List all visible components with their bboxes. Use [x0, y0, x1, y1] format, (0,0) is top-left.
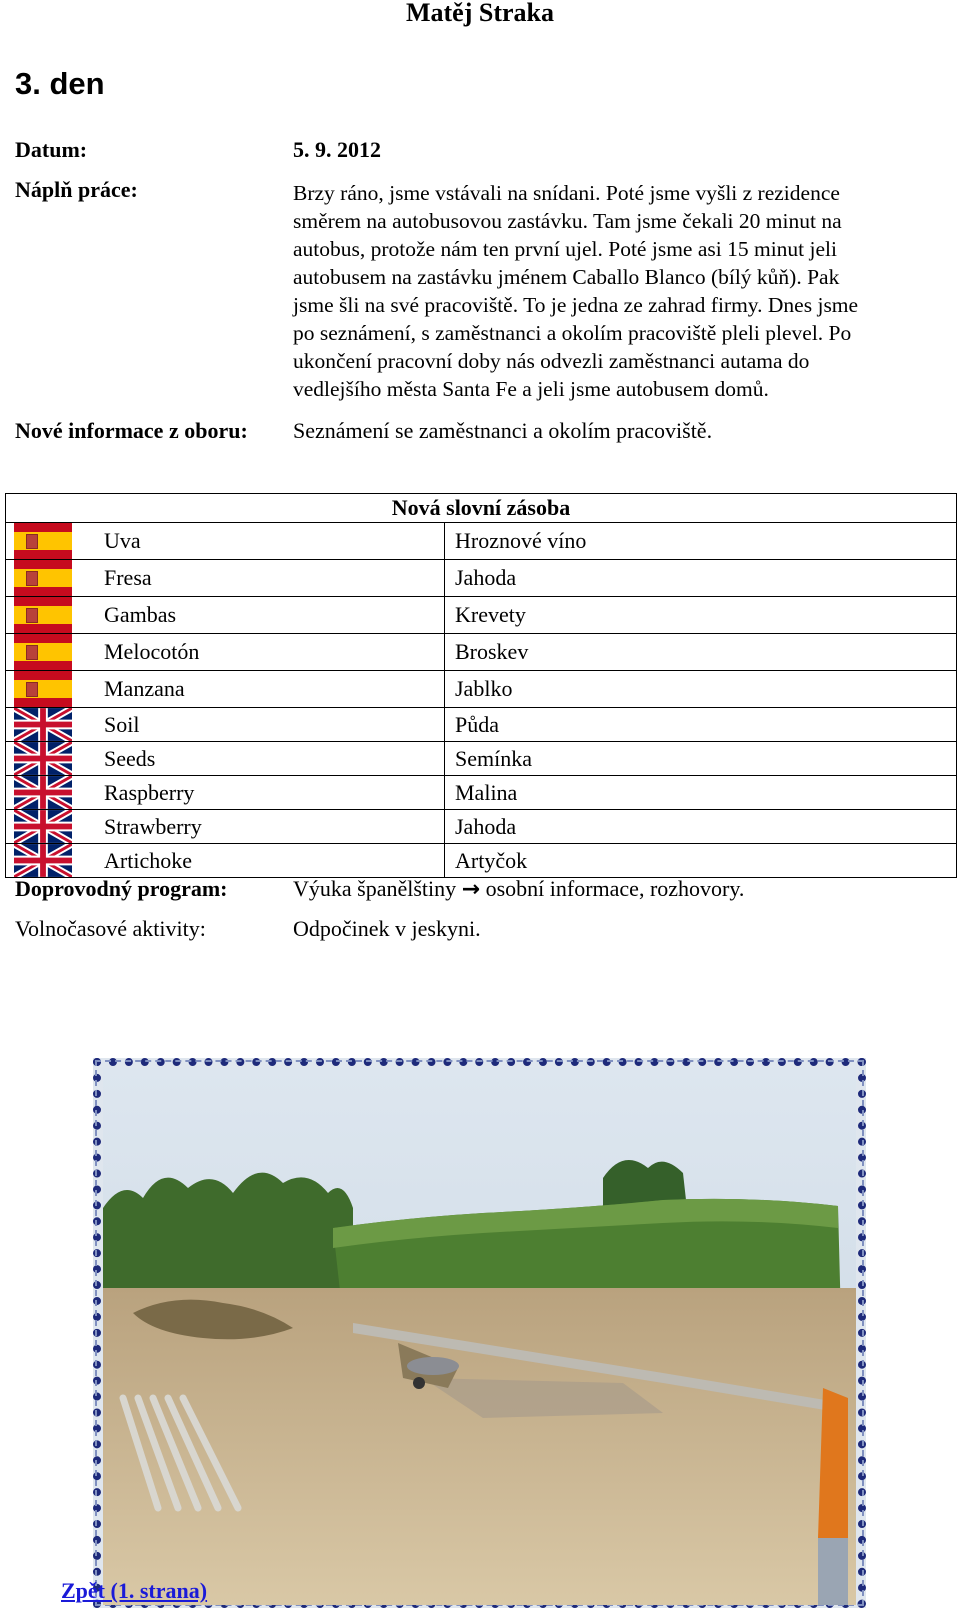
spain-flag-icon — [14, 597, 94, 633]
vocabulary-row — [6, 560, 957, 597]
vocabulary-row — [6, 708, 957, 742]
flag-cell — [6, 844, 95, 878]
flag-cell — [6, 597, 95, 634]
vocabulary-word: Artichoke — [94, 844, 445, 878]
program-value-a: Výuka španělštiny — [293, 876, 457, 901]
day-heading: 3. den — [15, 66, 105, 101]
program-value — [293, 876, 744, 902]
leisure-label-text: Volnočasové aktivity: — [15, 916, 206, 941]
uk-flag-icon — [14, 844, 94, 877]
spain-flag-icon — [14, 634, 94, 670]
flag-cell — [6, 634, 95, 671]
vocabulary-translation: Jahoda — [445, 560, 957, 597]
arrow-right-icon: → — [461, 877, 481, 902]
vocabulary-row — [6, 844, 957, 878]
spain-flag-icon — [14, 671, 94, 707]
vocabulary-word: Fresa — [94, 560, 445, 597]
program-value-b: osobní informace, rozhovory. — [485, 876, 745, 901]
flag-cell — [6, 810, 95, 844]
spain-flag-icon — [14, 560, 94, 596]
vocabulary-word: Uva — [94, 523, 445, 560]
program-label: Doprovodný program: — [15, 876, 228, 901]
info-label: Nové informace z oboru: — [15, 418, 248, 443]
vocabulary-word: Gambas — [94, 597, 445, 634]
flag-cell — [6, 776, 95, 810]
work-line: směrem na autobusovou zastávku. Tam jsme čekali 20 minut na — [293, 209, 842, 233]
vocabulary-translation: Artyčok — [445, 844, 957, 878]
vocabulary-translation: Broskev — [445, 634, 957, 671]
work-line: po seznámení, s zaměstnanci a okolím pracoviště pleli plevel. Po — [293, 321, 852, 345]
vocabulary-word: Seeds — [94, 742, 445, 776]
leisure-label — [15, 916, 206, 942]
uk-flag-icon — [14, 776, 94, 809]
work-description — [293, 179, 953, 403]
date-value: 5. 9. 2012 — [293, 137, 381, 162]
vocabulary-rows — [6, 523, 957, 878]
flag-cell — [6, 708, 95, 742]
work-line: autobusem na zastávku jménem Caballo Blanco (bílý kůň). Pak — [293, 265, 840, 289]
vocabulary-row — [6, 634, 957, 671]
vocabulary-row — [6, 671, 957, 708]
vocabulary-row — [6, 742, 957, 776]
vocabulary-word: Strawberry — [94, 810, 445, 844]
uk-flag-icon — [14, 708, 94, 741]
garden-photo — [103, 1068, 856, 1605]
uk-flag-icon — [14, 742, 94, 775]
vocabulary-table — [5, 493, 957, 878]
vocabulary-word: Manzana — [94, 671, 445, 708]
date-label: Datum: — [15, 137, 88, 162]
work-line: ukončení pracovní doby nás odvezli zaměstnanci autama do — [293, 349, 810, 373]
vocabulary-row — [6, 523, 957, 560]
back-link[interactable]: Zpět (1. strana) — [61, 1578, 208, 1603]
work-line: autobus, protože nám ten první ujel. Poté jsme asi 15 minut jeli — [293, 237, 837, 261]
vocabulary-translation: Malina — [445, 776, 957, 810]
uk-flag-icon — [14, 810, 94, 843]
vocabulary-translation: Jahoda — [445, 810, 957, 844]
work-line: Brzy ráno, jsme vstávali na snídani. Poté jsme vyšli z rezidence — [293, 181, 840, 205]
vocabulary-translation: Krevety — [445, 597, 957, 634]
vocabulary-row — [6, 810, 957, 844]
flag-cell — [6, 523, 95, 560]
work-line: jsme šli na své pracoviště. To je jedna ze zahrad firmy. Dnes jsme — [293, 293, 859, 317]
leisure-value: Odpočinek v jeskyni. — [293, 916, 481, 941]
vocabulary-title: Nová slovní zásoba — [6, 494, 957, 523]
vocabulary-translation: Půda — [445, 708, 957, 742]
work-line: vedlejšího města Santa Fe a jeli jsme autobusem domů. — [293, 377, 769, 401]
vocabulary-translation: Hroznové víno — [445, 523, 957, 560]
vocabulary-word: Melocotón — [94, 634, 445, 671]
flag-cell — [6, 671, 95, 708]
vocabulary-word: Raspberry — [94, 776, 445, 810]
flag-cell — [6, 560, 95, 597]
work-label: Náplň práce: — [15, 177, 138, 202]
vocabulary-translation: Jablko — [445, 671, 957, 708]
vocabulary-row — [6, 597, 957, 634]
vocabulary-word: Soil — [94, 708, 445, 742]
author-name: Matěj Straka — [405, 0, 554, 27]
vocabulary-translation: Semínka — [445, 742, 957, 776]
vocabulary-header-row — [6, 494, 957, 523]
spain-flag-icon — [14, 523, 94, 559]
flag-cell — [6, 742, 95, 776]
info-value: Seznámení se zaměstnanci a okolím pracoviště. — [293, 418, 713, 443]
vocabulary-row — [6, 776, 957, 810]
